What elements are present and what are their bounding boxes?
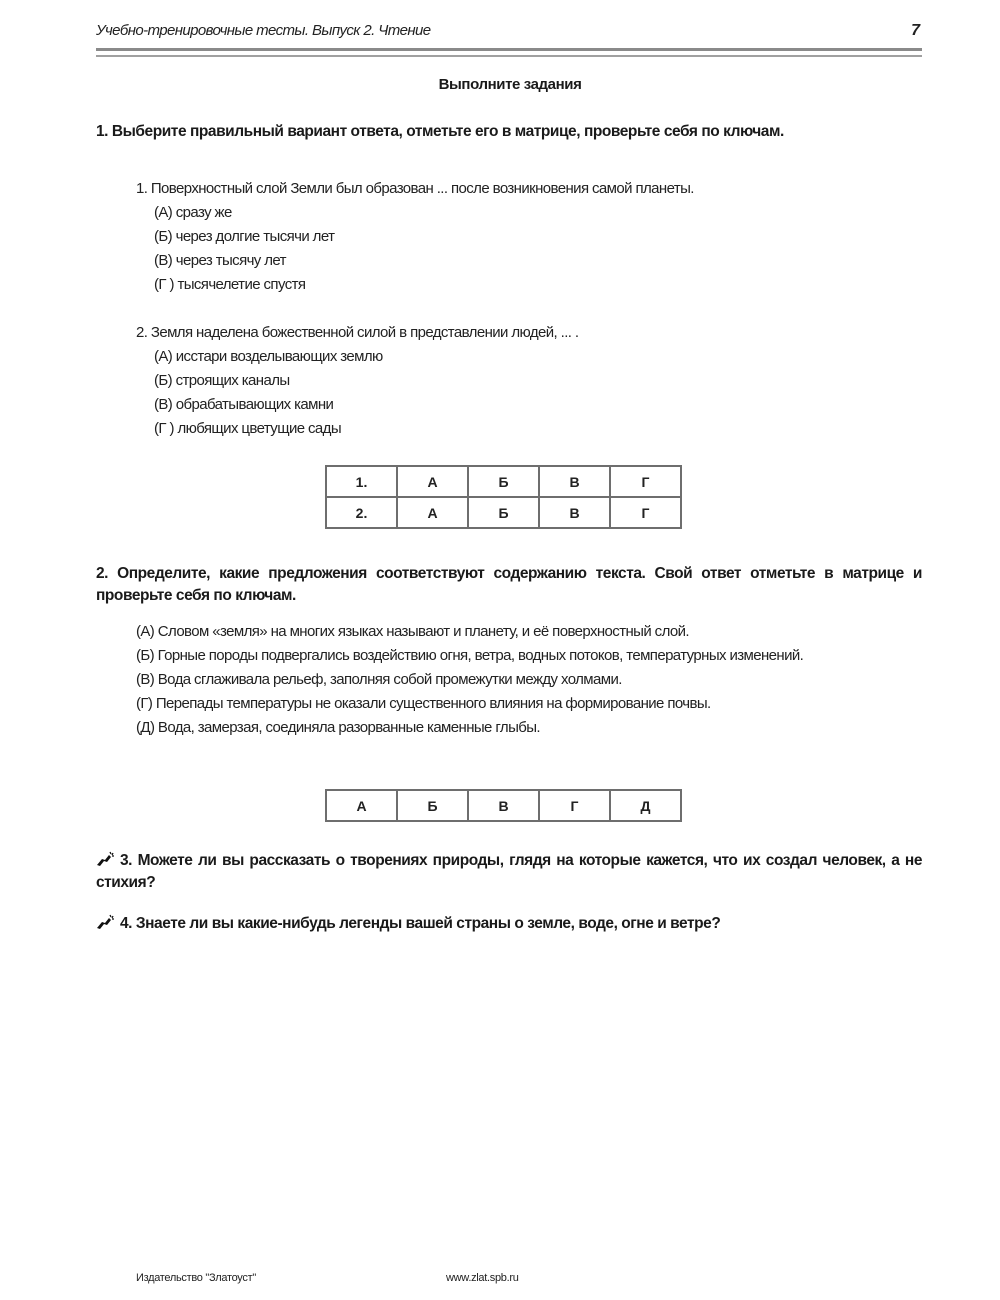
question-2-option-v: (В) обрабатывающих камни: [154, 396, 334, 413]
answer-matrix-task-2: [325, 789, 682, 822]
task-3-title: 3. Можете ли вы рассказать о творениях природы, глядя на которые кажется, что их создал человек, а не стихия?: [96, 852, 922, 891]
question-2-option-a: (А) исстари возделывающих землю: [154, 348, 383, 365]
matrix-cell[interactable]: Б: [397, 790, 468, 821]
statement-v: (В) Вода сглаживала рельеф, заполняя собой промежутки между холмами.: [136, 671, 622, 688]
matrix-cell[interactable]: В: [539, 466, 610, 497]
task-2-statements: [96, 620, 922, 740]
task-4-title: 4. Знаете ли вы какие-нибудь легенды вашей страны о земле, воде, огне и ветре?: [120, 915, 721, 932]
speaking-hand-icon: [96, 914, 116, 930]
footer-publisher: Издательство "Златоуст": [136, 1272, 256, 1284]
speaking-hand-icon: [96, 851, 116, 867]
question-2-option-b: (Б) строящих каналы: [154, 372, 290, 389]
header-rule-top: [96, 48, 922, 51]
section-heading: Выполните задания: [438, 76, 582, 93]
task-4: [96, 913, 922, 935]
matrix-cell[interactable]: Г: [610, 497, 681, 528]
question-1-option-g: (Г ) тысячелетие спустя: [154, 276, 306, 293]
question-1: [136, 177, 694, 297]
task-2-title: 2. Определите, какие предложения соответствуют содержанию текста. Свой ответ отметьте в матрице и проверьте себя по ключам.: [96, 565, 922, 604]
statement-d: (Д) Вода, замерзая, соединяла разорванные каменные глыбы.: [136, 719, 540, 736]
question-2-option-g: (Г ) любящих цветущие сады: [154, 420, 342, 437]
question-2-text: 2. Земля наделена божественной силой в представлении людей, ... .: [136, 324, 579, 341]
footer-url[interactable]: www.zlat.spb.ru: [446, 1272, 519, 1284]
matrix-cell[interactable]: Г: [539, 790, 610, 821]
matrix-row: [326, 497, 681, 528]
matrix-cell[interactable]: В: [539, 497, 610, 528]
matrix-row-label: 2.: [326, 497, 397, 528]
matrix-cell[interactable]: Б: [468, 466, 539, 497]
question-1-option-a: (А) сразу же: [154, 204, 232, 221]
header-rule-bottom: [96, 55, 922, 57]
question-2: [136, 321, 579, 441]
statement-b: (Б) Горные породы подвергались воздействию огня, ветра, водных потоков, температурных изменений.: [136, 647, 804, 664]
matrix-row-label: 1.: [326, 466, 397, 497]
question-1-option-v: (В) через тысячу лет: [154, 252, 286, 269]
task-1-title: 1. Выберите правильный вариант ответа, отметьте его в матрице, проверьте себя по ключам.: [96, 123, 784, 140]
matrix-cell[interactable]: А: [326, 790, 397, 821]
statement-g: (Г) Перепады температуры не оказали существенного влияния на формирование почвы.: [136, 695, 711, 712]
matrix-cell[interactable]: Г: [610, 466, 681, 497]
matrix-row: [326, 790, 681, 821]
matrix-cell[interactable]: Б: [468, 497, 539, 528]
running-title: Учебно-тренировочные тесты. Выпуск 2. Чтение: [96, 22, 431, 39]
question-1-option-b: (Б) через долгие тысячи лет: [154, 228, 335, 245]
answer-matrix-task-1: [325, 465, 682, 529]
page-number: 7: [911, 22, 920, 39]
matrix-cell[interactable]: А: [397, 466, 468, 497]
matrix-cell[interactable]: А: [397, 497, 468, 528]
task-3: [96, 850, 922, 894]
page-header: [96, 20, 922, 44]
matrix-row: [326, 466, 681, 497]
matrix-cell[interactable]: Д: [610, 790, 681, 821]
question-1-text: 1. Поверхностный слой Земли был образован ... после возникновения самой планеты.: [136, 180, 694, 197]
statement-a: (А) Словом «земля» на многих языках называют и планету, и её поверхностный слой.: [136, 623, 689, 640]
matrix-cell[interactable]: В: [468, 790, 539, 821]
